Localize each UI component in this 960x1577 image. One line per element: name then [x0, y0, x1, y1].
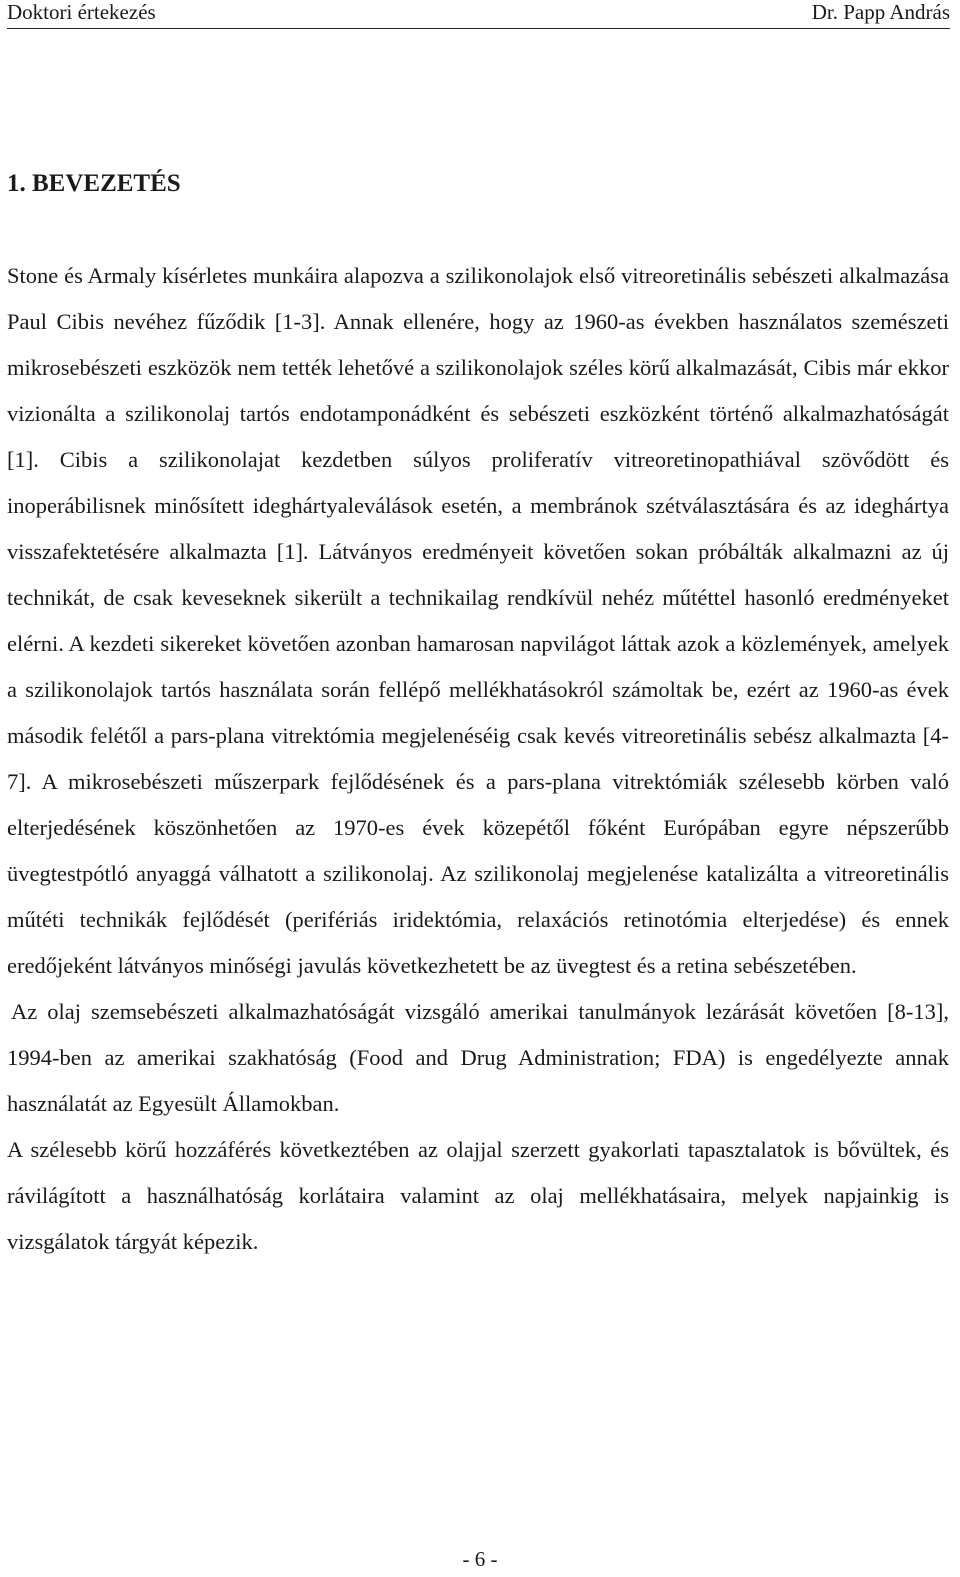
paragraph-introduction: Stone és Armaly kísérletes munkáira alapozva a szilikonolajok első vitreoretinális sebészeti alkalmazása Paul Cibis nevéhez fűződik [1-3]. Annak ellenére, hogy az 1960-as években használatos szemészeti mikrosebészeti eszközök nem tették lehetővé a szilikonolajok széles körű alkalmazását, Cibis már ekkor vizionálta a szilikonolaj tartós endotamponádként és sebészeti eszközként történő alkalmazhatóságát [1]. Cibis a szilikonolajat kezdetben súlyos proliferatív vitreoretinopathiával szövődött és inoperábilisnek minősített ideghártyaleválások esetén, a membránok szétválasztására és az ideghártya visszafektetésére alkalmazta [1]. Látványos eredményeit követően sokan próbálták alkalmazni az új technikát, de csak keveseknek sikerült a technikailag rendkívül nehéz műtéttel hasonló eredményeket elérni. A kezdeti sikereket követően azonban hamarosan napvilágot láttak azok a közlemények, amelyek a szilikonolajok tartós használata során fellépő mellékhatásokról számoltak be, ezért az 1960-as évek második felétől a pars-plana vitrektómia megjelenéséig csak kevés vitreoretinális sebész alkalmazta [4-7]. A mikrosebészeti műszerpark fejlődésének és a pars-plana vitrektómiák szélesebb körben való elterjedésének köszönhetően az 1970-es évek közepétől főként Európában egyre népszerűbb üvegtestpótló anyaggá válhatott a szilikonolaj. Az szilikonolaj megjelenése katalizálta a vitreoretinális műtéti technikák fejlődését (perifériás iridektómia, relaxációs retinotómia elterjedése) és ennek eredőjeként látványos minőségi javulás következhetett be az üvegtest és a retina sebészetében. [7, 263, 949, 978]
page-header [7, 0, 950, 29]
body-text [7, 253, 949, 1265]
header-author: Dr. Papp András [811, 0, 950, 24]
page-number: - 6 - [462, 1547, 498, 1571]
header-document-type: Doktori értekezés [7, 0, 156, 24]
paragraph-fda-approval: Az olaj szemsebészeti alkalmazhatóságát vizsgáló amerikai tanulmányok lezárását követően [8-13], 1994-ben az amerikai szakhatóság (Food and Drug Administration; FDA) is engedélyezte annak használatát az Egyesült Államokban. [7, 999, 949, 1116]
paragraph-experience: A szélesebb körű hozzáférés következtében az olajjal szerzett gyakorlati tapasztalatok is bővültek, és rávilágított a használhatóság korlátaira valamint az olaj mellékhatásaira, melyek napjainkig is vizsgálatok tárgyát képezik. [7, 1137, 949, 1254]
chapter-heading: 1. BEVEZETÉS [7, 170, 181, 197]
